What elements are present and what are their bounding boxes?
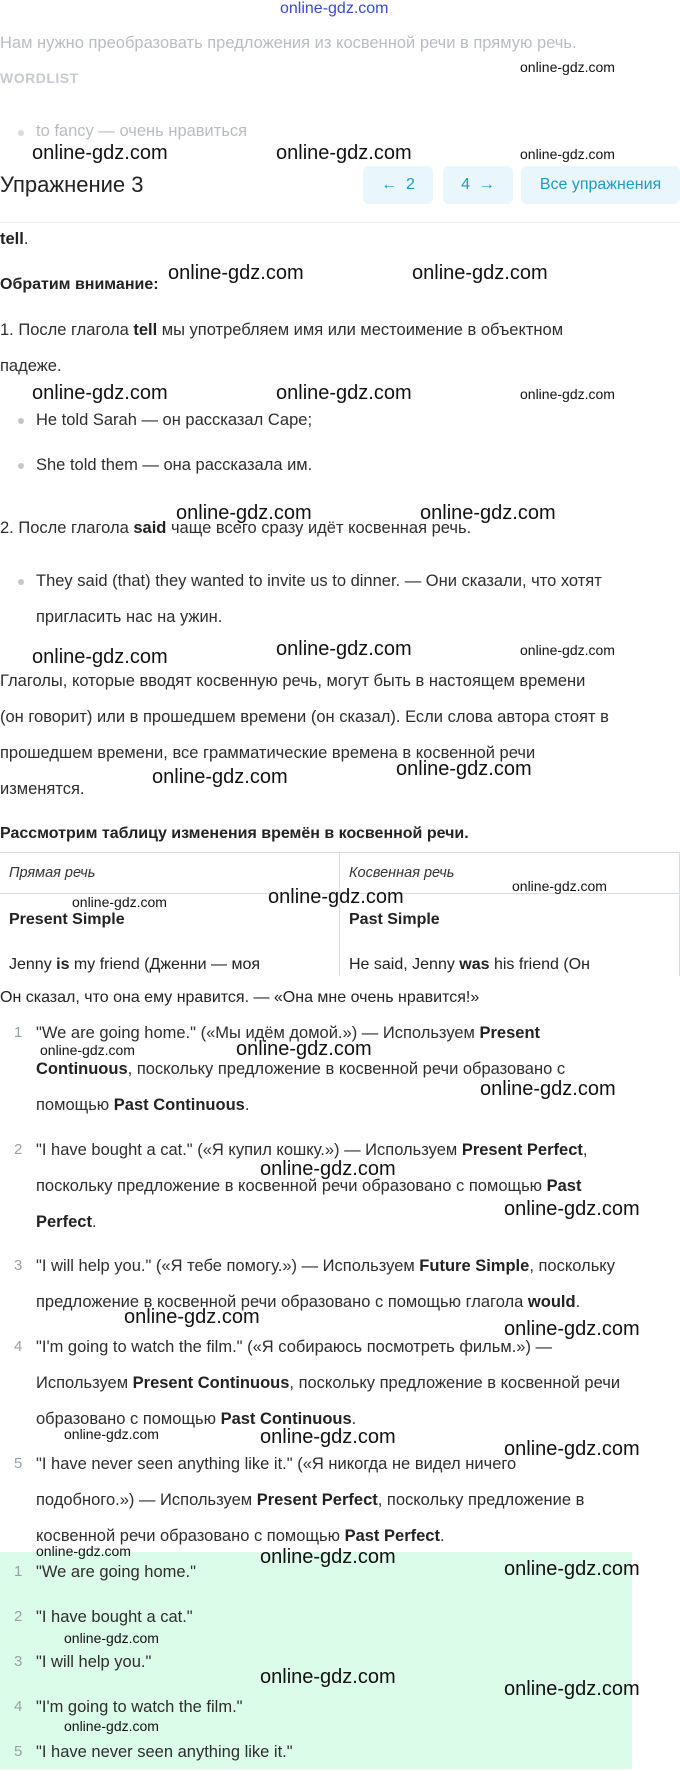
answer-1-line1: "We are going home." («Мы идём домой.») — Используем Present: [36, 1024, 541, 1042]
final-answer-5: "I have never seen anything like it.": [36, 1743, 293, 1761]
answer-5-line3: косвенной речи образовано с помощью Past Perfect.: [36, 1527, 445, 1545]
arrow-left-icon: ←: [381, 176, 398, 193]
tell-word: tell.: [0, 230, 29, 248]
next-exercise-button[interactable]: [443, 166, 513, 204]
watermark: online-gdz.com: [72, 894, 167, 910]
answer-4-line2: Используем Present Continuous, поскольку предложение в косвенной речи: [36, 1374, 621, 1392]
watermark: online-gdz.com: [260, 1426, 396, 1448]
paragraph-1: 1. После глагола tell мы употребляем имя или местоимение в объектном: [0, 321, 564, 339]
watermark: online-gdz.com: [512, 878, 607, 894]
table-header-direct: Прямая речь: [9, 865, 96, 881]
table-cell-example-direct: Jenny is my friend (Дженни — моя: [9, 956, 260, 973]
paragraph-2: 2. После глагола said чаще всего сразу идёт косвенная речь.: [0, 519, 472, 537]
watermark: online-gdz.com: [36, 1543, 131, 1559]
watermark: online-gdz.com: [268, 886, 404, 908]
answer-1-line3: помощью Past Continuous.: [36, 1096, 250, 1114]
header-divider: [0, 222, 680, 223]
watermark: online-gdz.com: [32, 382, 168, 404]
watermark: online-gdz.com: [64, 1718, 159, 1734]
final-answer-number: 5: [14, 1743, 23, 1760]
final-answer-number: 4: [14, 1698, 23, 1715]
answer-3-line2: предложение в косвенной речи образовано с помощью глагола would.: [36, 1293, 581, 1311]
intro-text: Нам нужно преобразовать предложения из косвенной речи в прямую речь.: [0, 34, 577, 52]
paragraph-3-line1: Глаголы, которые вводят косвенную речь, могут быть в настоящем времени: [0, 672, 586, 690]
final-answer-1: "We are going home.": [36, 1563, 196, 1581]
watermark: online-gdz.com: [520, 59, 615, 75]
wordlist-bullet: [18, 130, 24, 136]
arrow-right-icon: →: [478, 176, 495, 193]
table-cell-past-simple: Past Simple: [349, 911, 440, 928]
watermark: online-gdz.com: [168, 262, 304, 284]
answer-1-line2: Continuous, поскольку предложение в косвенной речи образовано с: [36, 1060, 566, 1078]
table-border: [0, 852, 680, 853]
watermark: online-gdz.com: [40, 1042, 135, 1058]
table-heading: Рассмотрим таблицу изменения времён в косвенной речи.: [0, 825, 469, 842]
final-answer-number: 3: [14, 1653, 23, 1670]
watermark: online-gdz.com: [420, 502, 556, 524]
all-exercises-button[interactable]: Все упражнения: [521, 166, 680, 204]
watermark: online-gdz.com: [152, 766, 288, 788]
bullet: [18, 463, 24, 469]
watermark: online-gdz.com: [64, 1426, 159, 1442]
quote-line: Он сказал, что она ему нравится. — «Она мне очень нравится!»: [0, 989, 680, 1007]
watermark: online-gdz.com: [64, 1630, 159, 1646]
bullet: [18, 579, 24, 585]
answer-5-line1: "I have never seen anything like it." («Я никогда не видел ничего: [36, 1455, 517, 1473]
answer-2-line3: Perfect.: [36, 1213, 97, 1231]
answer-number: 4: [14, 1338, 23, 1355]
answer-number: 3: [14, 1257, 23, 1274]
answer-5-line2: подобного.») — Используем Present Perfect, поскольку предложение в: [36, 1491, 585, 1509]
watermark: online-gdz.com: [504, 1198, 640, 1220]
watermark: online-gdz.com: [124, 1306, 260, 1328]
table-header-indirect: Косвенная речь: [349, 865, 455, 881]
watermark: online-gdz.com: [504, 1438, 640, 1460]
paragraph-3-line2: (он говорит) или в прошедшем времени (он сказал). Если слова автора стоят в: [0, 708, 609, 726]
watermark: online-gdz.com: [276, 142, 412, 164]
header-watermark: online-gdz.com: [280, 0, 389, 17]
watermark: online-gdz.com: [520, 642, 615, 658]
answer-4-line3: образовано с помощью Past Continuous.: [36, 1410, 357, 1428]
watermark: online-gdz.com: [276, 382, 412, 404]
exercise-title: Упражнение 3: [0, 172, 144, 197]
watermark: online-gdz.com: [260, 1158, 396, 1180]
answer-2-line1: "I have bought a cat." («Я купил кошку.») — Используем Present Perfect,: [36, 1141, 588, 1159]
watermark: online-gdz.com: [236, 1038, 372, 1060]
prev-exercise-button[interactable]: [363, 166, 433, 204]
wordlist-heading: WORDLIST: [0, 70, 79, 86]
watermark: online-gdz.com: [396, 758, 532, 780]
watermark: online-gdz.com: [276, 638, 412, 660]
answer-2-line2: поскольку предложение в косвенной речи образовано с помощью Past: [36, 1177, 582, 1195]
paragraph-1-line2: падеже.: [0, 357, 62, 375]
watermark: online-gdz.com: [520, 386, 615, 402]
answer-number: 2: [14, 1141, 23, 1158]
answer-3-line1: "I will help you." («Я тебе помогу.») — Используем Future Simple, поскольку: [36, 1257, 615, 1275]
table-cell-present-simple: Present Simple: [9, 911, 125, 928]
attention-heading: Обратим внимание:: [0, 276, 159, 293]
watermark: online-gdz.com: [480, 1078, 616, 1100]
prev-exercise-label: 2: [405, 176, 415, 193]
bullet: [18, 418, 24, 424]
watermark: online-gdz.com: [176, 502, 312, 524]
watermark: online-gdz.com: [504, 1318, 640, 1340]
wordlist-item: to fancy — очень нравиться: [36, 122, 248, 140]
final-answer-2: "I have bought a cat.": [36, 1608, 193, 1626]
final-answer-4: "I'm going to watch the film.": [36, 1698, 243, 1716]
example-3-line1: They said (that) they wanted to invite us to dinner. — Они сказали, что хотят: [36, 572, 602, 590]
example-3-line2: пригласить нас на ужин.: [36, 608, 223, 626]
watermark: online-gdz.com: [412, 262, 548, 284]
watermark: online-gdz.com: [260, 1546, 396, 1568]
answer-number: 5: [14, 1455, 23, 1472]
final-answer-number: 2: [14, 1608, 23, 1625]
paragraph-3-line4: изменятся.: [0, 780, 85, 798]
example-1: He told Sarah — он рассказал Саре;: [36, 411, 313, 429]
answer-4-line1: "I'm going to watch the film." («Я собираюсь посмотреть фильм.») —: [36, 1338, 553, 1356]
watermark: online-gdz.com: [260, 1666, 396, 1688]
answer-number: 1: [14, 1024, 23, 1041]
watermark: online-gdz.com: [504, 1678, 640, 1700]
final-answer-3: "I will help you.": [36, 1653, 152, 1671]
paragraph-3-line3: прошедшем времени, все грамматические времена в косвенной речи: [0, 744, 536, 762]
final-answer-number: 1: [14, 1563, 23, 1580]
next-exercise-label: 4: [461, 176, 470, 193]
watermark: online-gdz.com: [32, 142, 168, 164]
table-cell-example-indirect: He said, Jenny was his friend (Он: [349, 956, 590, 973]
watermark: online-gdz.com: [504, 1558, 640, 1580]
table-border: [339, 852, 340, 976]
example-2: She told them — она рассказала им.: [36, 456, 313, 474]
watermark: online-gdz.com: [32, 646, 168, 668]
watermark: online-gdz.com: [520, 146, 615, 162]
